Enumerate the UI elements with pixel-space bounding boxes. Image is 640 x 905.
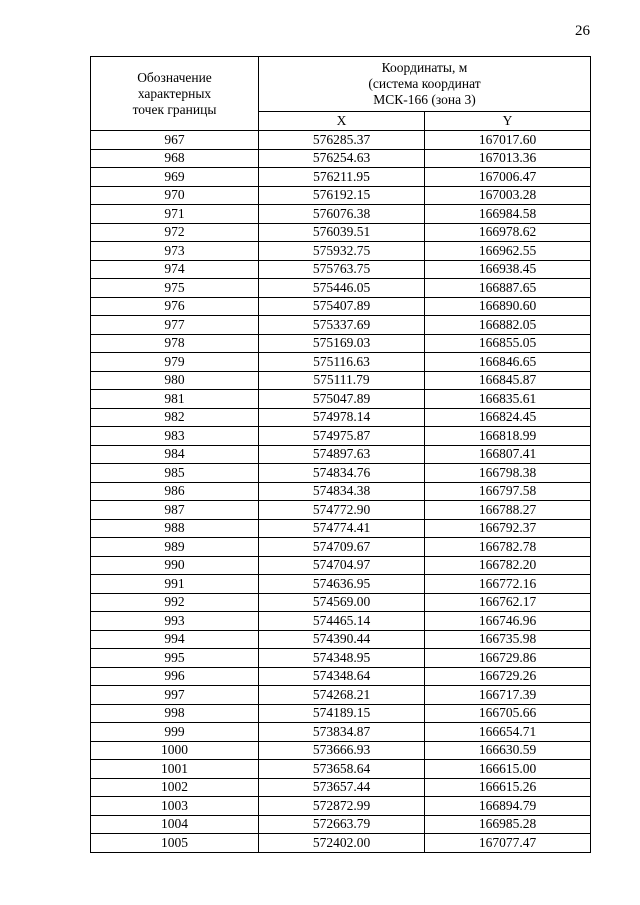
y-coordinate-cell: 166978.62	[425, 223, 591, 242]
y-coordinate-cell: 166717.39	[425, 686, 591, 705]
x-coordinate-cell: 573658.64	[259, 760, 425, 779]
table-row	[91, 260, 591, 279]
point-cell: 980	[91, 371, 259, 390]
point-cell: 981	[91, 390, 259, 409]
x-coordinate-cell: 574709.67	[259, 538, 425, 557]
y-coordinate-cell: 167077.47	[425, 834, 591, 853]
table-row	[91, 630, 591, 649]
point-cell: 990	[91, 556, 259, 575]
point-cell: 1000	[91, 741, 259, 760]
x-coordinate-cell: 574978.14	[259, 408, 425, 427]
y-coordinate-cell: 166615.00	[425, 760, 591, 779]
header-boundary-points: Обозначение характерных точек границы	[91, 57, 259, 131]
x-coordinate-cell: 574348.95	[259, 649, 425, 668]
x-coordinate-cell: 575407.89	[259, 297, 425, 316]
table-row	[91, 242, 591, 261]
point-cell: 994	[91, 630, 259, 649]
x-coordinate-cell: 573666.93	[259, 741, 425, 760]
table-row	[91, 427, 591, 446]
y-coordinate-cell: 166984.58	[425, 205, 591, 224]
x-coordinate-cell: 576039.51	[259, 223, 425, 242]
table-row	[91, 519, 591, 538]
table-row	[91, 612, 591, 631]
table-row	[91, 760, 591, 779]
point-cell: 986	[91, 482, 259, 501]
y-coordinate-cell: 166654.71	[425, 723, 591, 742]
table-row	[91, 279, 591, 298]
table-row	[91, 149, 591, 168]
table-row	[91, 834, 591, 853]
table-row	[91, 797, 591, 816]
y-coordinate-cell: 166845.87	[425, 371, 591, 390]
y-coordinate-cell: 167003.28	[425, 186, 591, 205]
y-coordinate-cell: 166962.55	[425, 242, 591, 261]
x-coordinate-cell: 576285.37	[259, 131, 425, 150]
x-coordinate-cell: 573834.87	[259, 723, 425, 742]
point-cell: 987	[91, 501, 259, 520]
x-coordinate-cell: 574704.97	[259, 556, 425, 575]
x-coordinate-cell: 572663.79	[259, 815, 425, 834]
table-row	[91, 593, 591, 612]
x-coordinate-cell: 576254.63	[259, 149, 425, 168]
y-coordinate-cell: 166818.99	[425, 427, 591, 446]
point-cell: 968	[91, 149, 259, 168]
table-row	[91, 390, 591, 409]
x-coordinate-cell: 575763.75	[259, 260, 425, 279]
y-coordinate-cell: 166782.20	[425, 556, 591, 575]
point-cell: 996	[91, 667, 259, 686]
point-cell: 972	[91, 223, 259, 242]
y-coordinate-cell: 166788.27	[425, 501, 591, 520]
x-coordinate-cell: 574834.38	[259, 482, 425, 501]
y-coordinate-cell: 166705.66	[425, 704, 591, 723]
header-y: Y	[425, 112, 591, 131]
point-cell: 1001	[91, 760, 259, 779]
table-row	[91, 316, 591, 335]
point-cell: 979	[91, 353, 259, 372]
point-cell: 977	[91, 316, 259, 335]
y-coordinate-cell: 166797.58	[425, 482, 591, 501]
point-cell: 967	[91, 131, 259, 150]
table-row	[91, 538, 591, 557]
y-coordinate-cell: 167017.60	[425, 131, 591, 150]
point-cell: 970	[91, 186, 259, 205]
y-coordinate-cell: 166894.79	[425, 797, 591, 816]
point-cell: 993	[91, 612, 259, 631]
x-coordinate-cell: 574348.64	[259, 667, 425, 686]
y-coordinate-cell: 166890.60	[425, 297, 591, 316]
x-coordinate-cell: 572402.00	[259, 834, 425, 853]
x-coordinate-cell: 574465.14	[259, 612, 425, 631]
point-cell: 1003	[91, 797, 259, 816]
table-row	[91, 353, 591, 372]
table-row	[91, 445, 591, 464]
x-coordinate-cell: 574834.76	[259, 464, 425, 483]
y-coordinate-cell: 166882.05	[425, 316, 591, 335]
y-coordinate-cell: 166746.96	[425, 612, 591, 631]
x-coordinate-cell: 574897.63	[259, 445, 425, 464]
y-coordinate-cell: 166855.05	[425, 334, 591, 353]
y-coordinate-cell: 166846.65	[425, 353, 591, 372]
table-row	[91, 168, 591, 187]
y-coordinate-cell: 166729.86	[425, 649, 591, 668]
table-row	[91, 334, 591, 353]
table-row	[91, 205, 591, 224]
table-body	[91, 131, 591, 853]
point-cell: 1004	[91, 815, 259, 834]
y-coordinate-cell: 167013.36	[425, 149, 591, 168]
y-coordinate-cell: 166807.41	[425, 445, 591, 464]
table-row	[91, 723, 591, 742]
table-row	[91, 704, 591, 723]
x-coordinate-cell: 575111.79	[259, 371, 425, 390]
x-coordinate-cell: 574189.15	[259, 704, 425, 723]
table-row	[91, 649, 591, 668]
x-coordinate-cell: 574569.00	[259, 593, 425, 612]
table-row	[91, 131, 591, 150]
y-coordinate-cell: 166729.26	[425, 667, 591, 686]
y-coordinate-cell: 166772.16	[425, 575, 591, 594]
point-cell: 999	[91, 723, 259, 742]
point-cell: 988	[91, 519, 259, 538]
table-row	[91, 667, 591, 686]
y-coordinate-cell: 166762.17	[425, 593, 591, 612]
table-row	[91, 464, 591, 483]
x-coordinate-cell: 574636.95	[259, 575, 425, 594]
point-cell: 989	[91, 538, 259, 557]
point-cell: 992	[91, 593, 259, 612]
y-coordinate-cell: 166792.37	[425, 519, 591, 538]
y-coordinate-cell: 166615.26	[425, 778, 591, 797]
point-cell: 997	[91, 686, 259, 705]
y-coordinate-cell: 166887.65	[425, 279, 591, 298]
point-cell: 1005	[91, 834, 259, 853]
y-coordinate-cell: 166782.78	[425, 538, 591, 557]
coordinates-table	[90, 56, 591, 853]
point-cell: 998	[91, 704, 259, 723]
point-cell: 984	[91, 445, 259, 464]
table-row	[91, 501, 591, 520]
page-number: 26	[575, 23, 590, 39]
x-coordinate-cell: 574975.87	[259, 427, 425, 446]
point-cell: 991	[91, 575, 259, 594]
x-coordinate-cell: 575932.75	[259, 242, 425, 261]
x-coordinate-cell: 573657.44	[259, 778, 425, 797]
x-coordinate-cell: 575446.05	[259, 279, 425, 298]
table-row	[91, 778, 591, 797]
point-cell: 975	[91, 279, 259, 298]
point-cell: 973	[91, 242, 259, 261]
table-row	[91, 815, 591, 834]
point-cell: 976	[91, 297, 259, 316]
header-x: X	[259, 112, 425, 131]
x-coordinate-cell: 576192.15	[259, 186, 425, 205]
y-coordinate-cell: 166798.38	[425, 464, 591, 483]
x-coordinate-cell: 576076.38	[259, 205, 425, 224]
table-row	[91, 686, 591, 705]
x-coordinate-cell: 575169.03	[259, 334, 425, 353]
y-coordinate-cell: 166824.45	[425, 408, 591, 427]
table-row	[91, 297, 591, 316]
point-cell: 971	[91, 205, 259, 224]
point-cell: 1002	[91, 778, 259, 797]
point-cell: 983	[91, 427, 259, 446]
x-coordinate-cell: 575047.89	[259, 390, 425, 409]
y-coordinate-cell: 166985.28	[425, 815, 591, 834]
x-coordinate-cell: 572872.99	[259, 797, 425, 816]
point-cell: 969	[91, 168, 259, 187]
table-row	[91, 223, 591, 242]
y-coordinate-cell: 166938.45	[425, 260, 591, 279]
x-coordinate-cell: 574774.41	[259, 519, 425, 538]
x-coordinate-cell: 575337.69	[259, 316, 425, 335]
table-row	[91, 371, 591, 390]
x-coordinate-cell: 575116.63	[259, 353, 425, 372]
x-coordinate-cell: 576211.95	[259, 168, 425, 187]
y-coordinate-cell: 166735.98	[425, 630, 591, 649]
header-coordinates: Координаты, м (система координат МСК-166 (зона 3)	[259, 57, 591, 112]
table-row	[91, 408, 591, 427]
x-coordinate-cell: 574268.21	[259, 686, 425, 705]
y-coordinate-cell: 167006.47	[425, 168, 591, 187]
x-coordinate-cell: 574772.90	[259, 501, 425, 520]
table-row	[91, 575, 591, 594]
x-coordinate-cell: 574390.44	[259, 630, 425, 649]
point-cell: 985	[91, 464, 259, 483]
point-cell: 978	[91, 334, 259, 353]
y-coordinate-cell: 166835.61	[425, 390, 591, 409]
table-row	[91, 482, 591, 501]
point-cell: 982	[91, 408, 259, 427]
table-row	[91, 741, 591, 760]
table-row	[91, 186, 591, 205]
table-header	[91, 57, 591, 131]
point-cell: 974	[91, 260, 259, 279]
y-coordinate-cell: 166630.59	[425, 741, 591, 760]
point-cell: 995	[91, 649, 259, 668]
table-row	[91, 556, 591, 575]
